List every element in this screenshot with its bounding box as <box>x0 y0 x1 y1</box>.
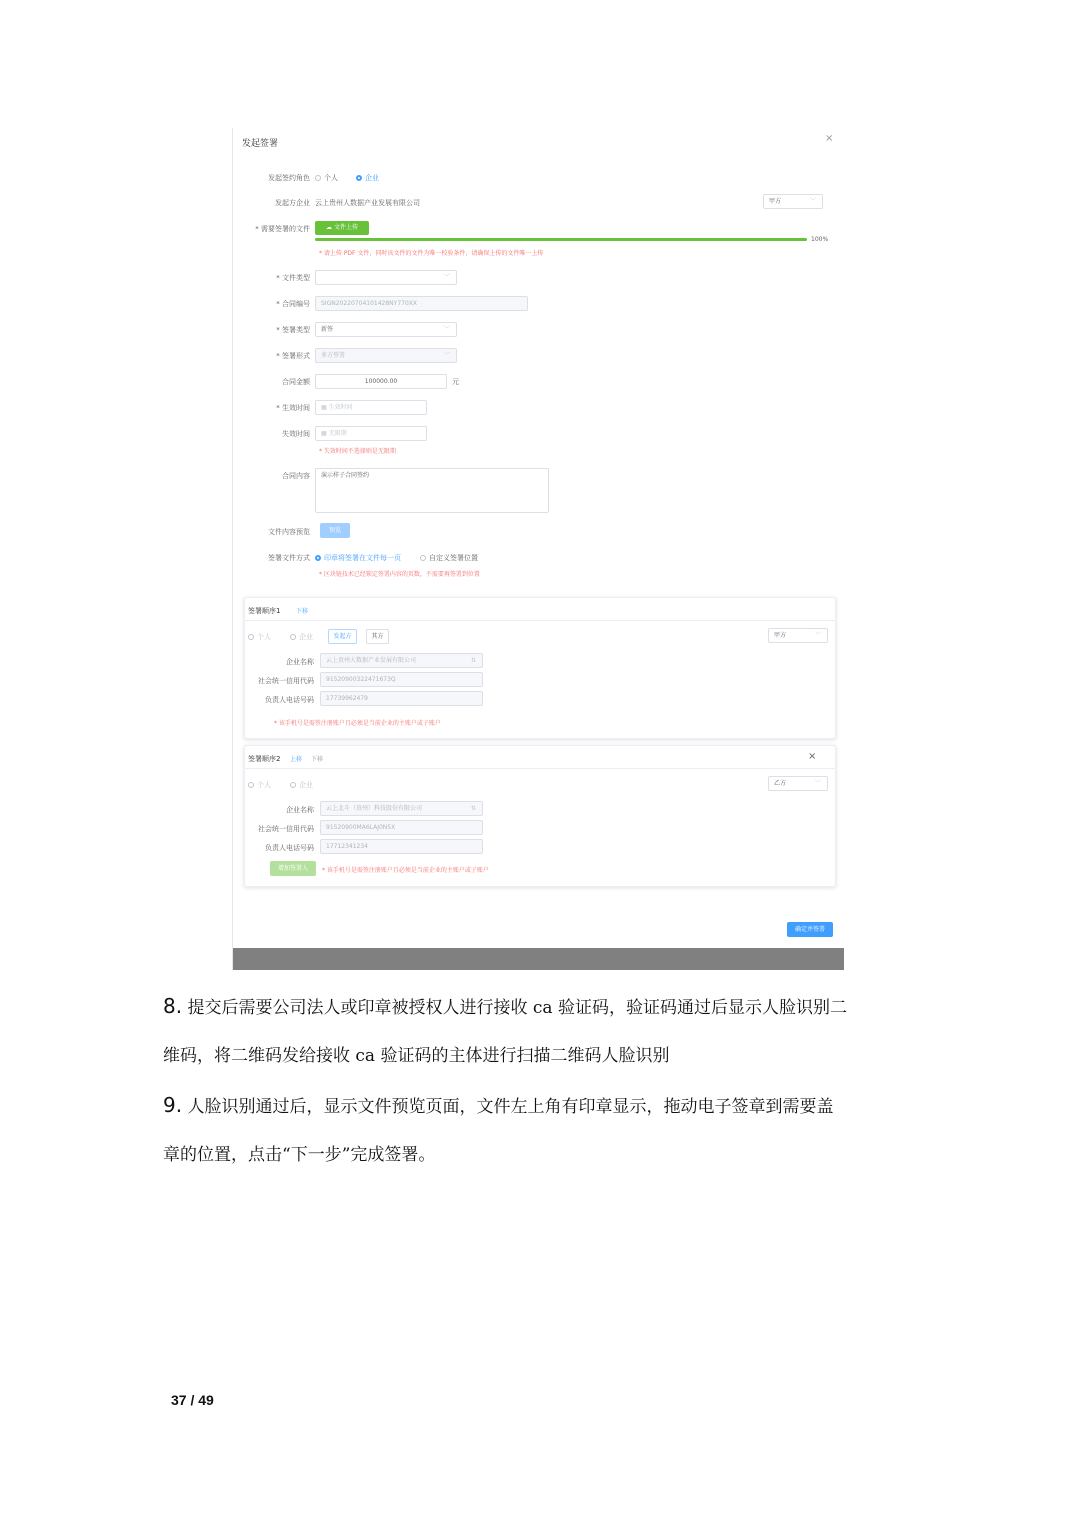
sign-method-option2[interactable]: 自定义签署位置 <box>420 553 478 563</box>
swap-icon: ⇅ <box>470 657 476 664</box>
signer-1-phone-label: 负责人电话号码 <box>265 696 314 704</box>
upload-progress-fill <box>315 238 807 241</box>
preview-button[interactable]: 预览 <box>320 523 350 538</box>
amount-input[interactable]: 100000.00 <box>315 374 447 389</box>
signer-1-credit-label: 社会统一信用代码 <box>258 677 314 685</box>
signer-2-company-label: 企业名称 <box>286 806 314 814</box>
signer-2-move-up[interactable]: 上移 <box>290 756 303 763</box>
item-number: 9. <box>163 1093 183 1117</box>
signer-2-phone-input[interactable]: 17712341234 <box>320 839 483 854</box>
signer-2-role-personal[interactable]: 个人 <box>248 780 271 790</box>
confirm-sign-button[interactable]: 确定并签署 <box>787 922 833 937</box>
chevron-down-icon: ﹀ <box>814 780 821 787</box>
upload-label: * 需要签署的文件 <box>255 225 310 233</box>
signer-1-tag-initiator[interactable]: 发起方 <box>328 629 357 644</box>
close-icon[interactable]: × <box>808 751 817 762</box>
upload-progress-text: 100% <box>811 236 829 243</box>
file-content-label: 文件内容预览 <box>268 528 310 536</box>
amount-unit: 元 <box>452 378 459 386</box>
initiator-role-label: 发起签约角色 <box>268 174 310 182</box>
effective-date-input[interactable]: ▦ 生效时间 <box>315 400 427 415</box>
signer-2-party-select[interactable]: 乙方 ﹀ <box>768 776 828 791</box>
radio-icon <box>290 782 296 788</box>
dialog-screenshot <box>232 128 844 970</box>
expire-label: 失效时间 <box>282 430 310 438</box>
content-textarea[interactable]: 演示样子合同签约 <box>315 468 549 513</box>
sign-method-hint: * 区块链技术已经锁定签署内容的页数，不需要再签署到位置 <box>319 571 480 578</box>
upload-button[interactable]: ☁ 文件上传 <box>315 221 369 235</box>
radio-icon <box>290 634 296 640</box>
radio-icon <box>420 555 426 561</box>
expire-date-input[interactable]: ▦ 无限期 <box>315 426 427 441</box>
signer-card-2 <box>244 745 836 887</box>
signer-2-company-input[interactable]: 云上北斗（贵州）科技股份有限公司 ⇅ <box>320 801 483 816</box>
radio-checked-icon <box>315 555 321 561</box>
sign-form-label: * 签署形式 <box>276 352 310 360</box>
party-select[interactable]: 甲方 ﹀ <box>763 194 823 209</box>
calendar-icon: ▦ <box>321 404 327 411</box>
signer-2-credit-input[interactable]: 91520900MA6LAJ0N5X <box>320 820 483 835</box>
dialog-title: 发起签署 <box>242 139 279 149</box>
sign-form-select[interactable]: 多方签署 ﹀ <box>315 348 457 363</box>
amount-label: 合同金额 <box>282 378 310 386</box>
signer-1-move-down[interactable]: 下移 <box>296 608 309 615</box>
divider <box>245 620 835 621</box>
radio-icon <box>248 634 254 640</box>
expire-hint: * 失效时间不选择则是无限期 <box>319 448 396 455</box>
signer-2-role-enterprise[interactable]: 企业 <box>290 780 313 790</box>
paragraph-9-line-2: 章的位置，点击“下一步”完成签署。 <box>163 1145 436 1165</box>
signer-1-party-select[interactable]: 甲方 ﹀ <box>768 628 828 643</box>
signer-2-phone-label: 负责人电话号码 <box>265 844 314 852</box>
paragraph-8-line-1: 8. 提交后需要公司法人或印章被授权人进行接收 ca 验证码，验证码通过后显示人脸识别二 <box>163 994 847 1018</box>
sign-method-label: 签署文件方式 <box>268 554 310 562</box>
paragraph-8-line-2: 维码，将二维码发给接收 ca 验证码的主体进行扫描二维码人脸识别 <box>163 1046 670 1066</box>
signer-1-tag-other[interactable]: 其方 <box>366 629 389 644</box>
swap-icon: ⇅ <box>470 805 476 812</box>
divider <box>245 768 835 769</box>
doc-type-select[interactable] <box>315 270 457 285</box>
content-label: 合同内容 <box>282 472 310 480</box>
signer-2-title: 签署顺序2 <box>248 755 281 763</box>
item-number: 8. <box>163 994 183 1018</box>
signer-1-company-label: 企业名称 <box>286 658 314 666</box>
signer-1-role-enterprise[interactable]: 企业 <box>290 632 313 642</box>
close-icon[interactable]: × <box>825 133 834 144</box>
signer-1-phone-input[interactable]: 17739962479 <box>320 691 483 706</box>
radio-icon <box>248 782 254 788</box>
signer-1-role-personal[interactable]: 个人 <box>248 632 271 642</box>
signer-card-1 <box>244 597 836 739</box>
chevron-down-icon: ﹀ <box>809 198 816 205</box>
sign-method-option1[interactable]: 印章将签署在文件每一页 <box>315 553 401 563</box>
signer-2-hint: * 该手机号是需签注册账户且必须是当前企业的主账户或子账户 <box>322 867 489 874</box>
chevron-down-icon: ﹀ <box>443 274 450 281</box>
radio-checked-icon <box>356 175 362 181</box>
radio-icon <box>315 175 321 181</box>
signer-2-move-down[interactable]: 下移 <box>311 756 324 763</box>
screenshot-bottom-bar <box>233 948 844 970</box>
upload-progress-track <box>315 238 807 241</box>
calendar-icon: ▦ <box>321 430 327 437</box>
page-number: 37 / 49 <box>171 1392 214 1408</box>
add-signer-button[interactable]: 增加签署人 <box>270 861 316 876</box>
initiator-company-label: 发起方企业 <box>275 199 310 207</box>
signer-1-title: 签署顺序1 <box>248 607 281 615</box>
chevron-down-icon: ﹀ <box>814 632 821 639</box>
doc-type-label: * 文件类型 <box>276 274 310 282</box>
initiator-company-value: 云上贵州人数据产业发展有限公司 <box>315 199 420 207</box>
contract-no-label: * 合同编号 <box>276 300 310 308</box>
chevron-down-icon: ﹀ <box>443 326 450 333</box>
upload-hint: * 请上传 PDF 文件，同时该文件的文件为唯一校验条件，请确保上传的文件唯一上传 <box>319 250 544 257</box>
signer-1-company-input[interactable]: 云上贵州大数据产业发展有限公司 ⇅ <box>320 653 483 668</box>
chevron-down-icon: ﹀ <box>443 352 450 359</box>
cloud-upload-icon: ☁ <box>326 224 333 231</box>
role-personal-option[interactable]: 个人 <box>315 173 338 183</box>
role-enterprise-option[interactable]: 企业 <box>356 173 379 183</box>
signer-1-credit-input[interactable]: 91520900322471673Q <box>320 672 483 687</box>
signer-2-credit-label: 社会统一信用代码 <box>258 825 314 833</box>
signer-1-hint: * 该手机号是需签注册账户且必须是当前企业的主账户或子账户 <box>274 720 441 727</box>
sign-type-select[interactable]: 新签 ﹀ <box>315 322 457 337</box>
contract-no-input[interactable]: SIGN20220704101428NY770XX <box>315 296 528 311</box>
paragraph-9-line-1: 9. 人脸识别通过后，显示文件预览页面，文件左上角有印章显示，拖动电子签章到需要盖 <box>163 1093 834 1117</box>
sign-type-label: * 签署类型 <box>276 326 310 334</box>
effective-label: * 生效时间 <box>276 404 310 412</box>
